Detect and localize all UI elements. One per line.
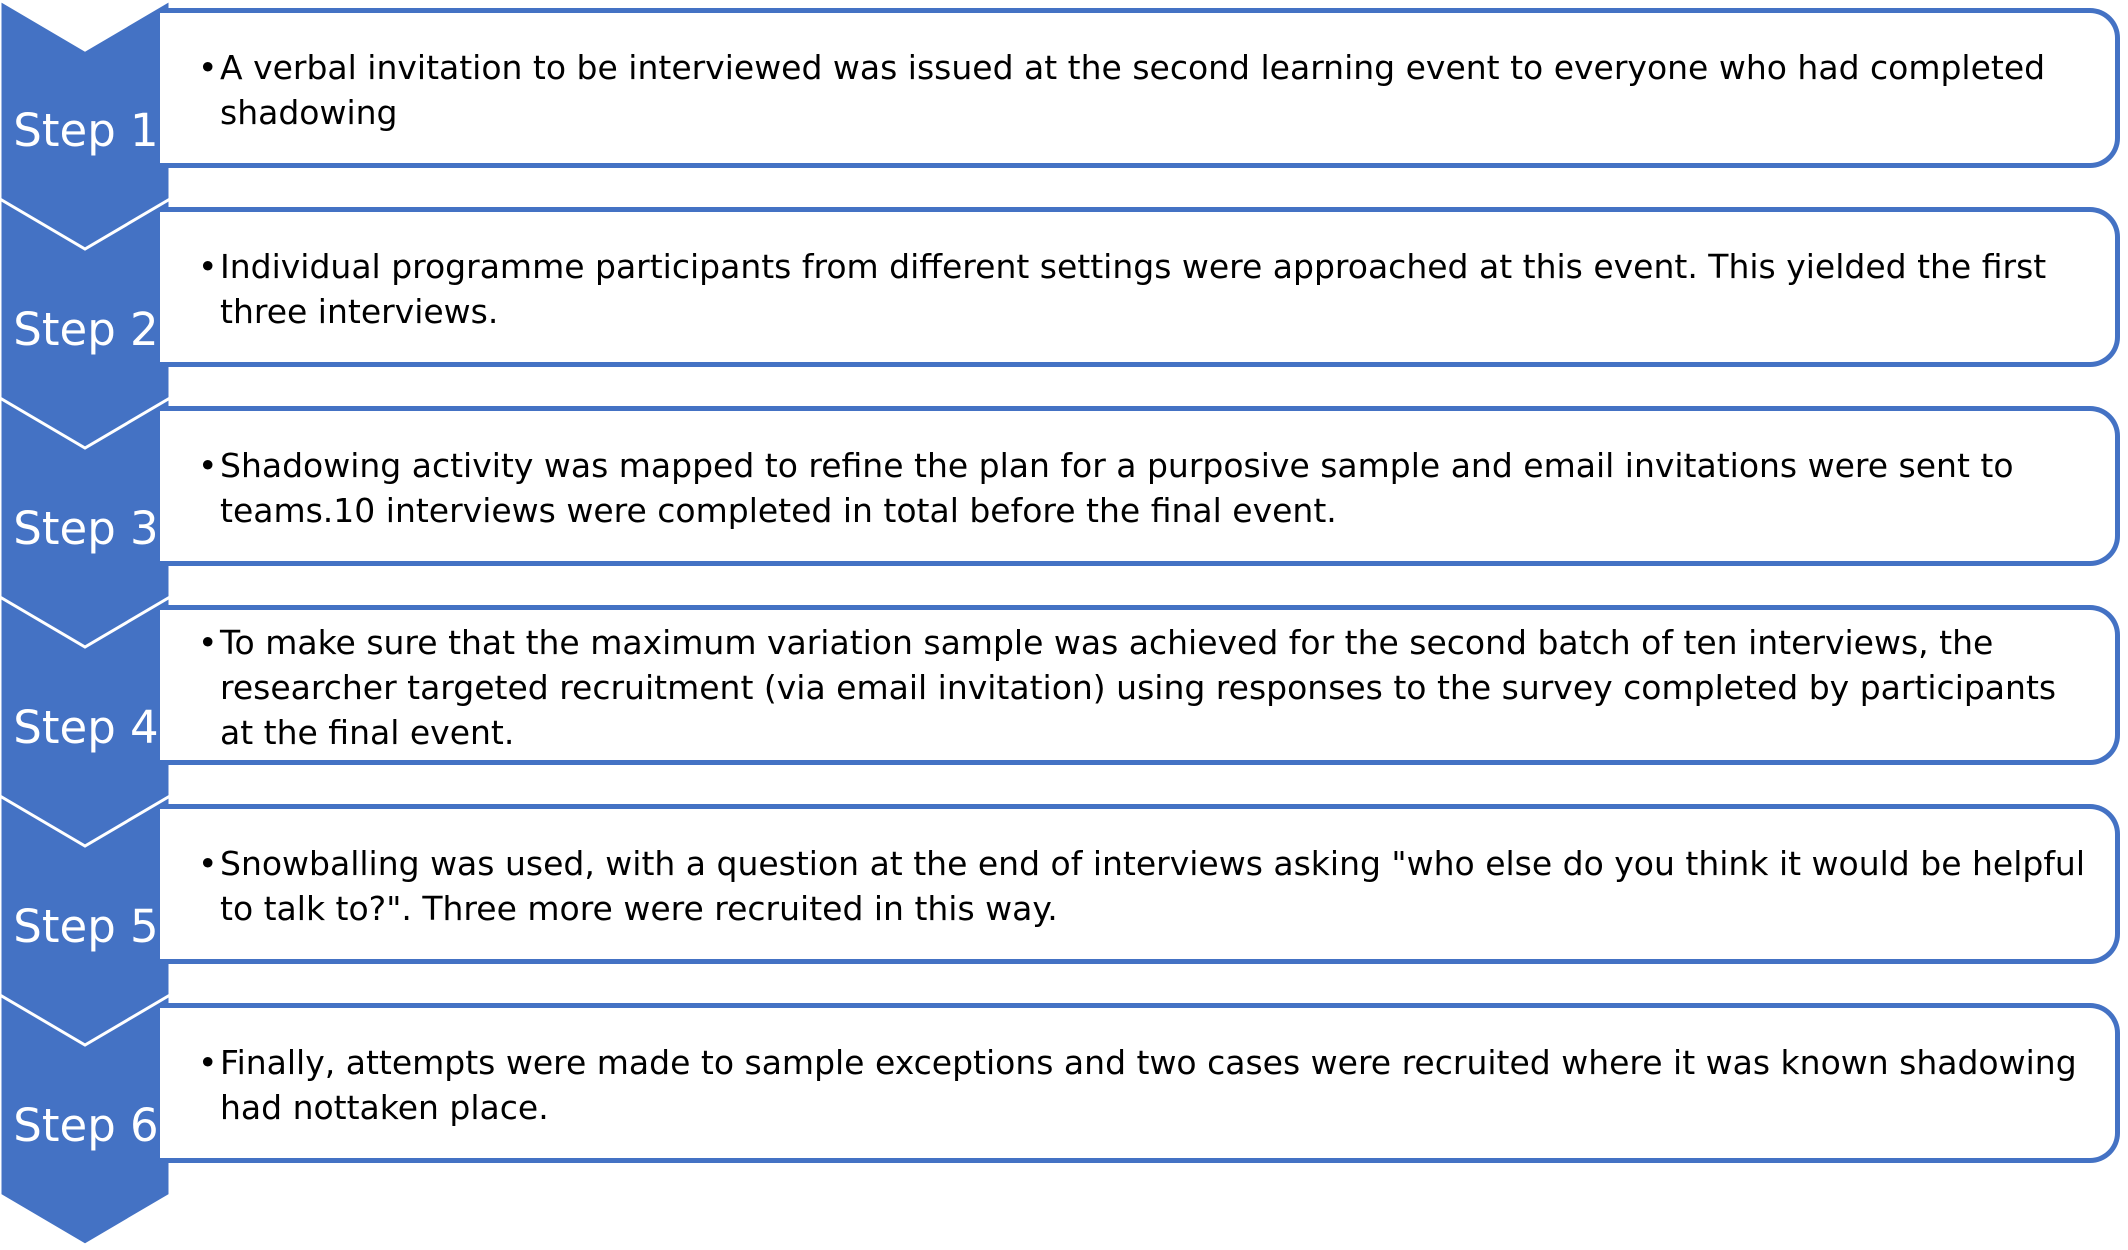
bullet-dot: • <box>198 623 218 662</box>
step-5-box <box>160 804 2120 964</box>
step-6-bullet <box>198 1040 2095 1130</box>
step-3-text: Shadowing activity was mapped to refine the plan for a purposive sample and email invitations were sent to teams.10 interviews were completed in total before the final event. <box>220 446 2014 530</box>
step-1-bullet <box>198 45 2095 135</box>
step-2-bullet <box>198 244 2095 334</box>
step-1-box <box>160 8 2120 168</box>
step-3-box <box>160 406 2120 566</box>
step-5-label: Step 5 <box>13 900 159 953</box>
step-4-label: Step 4 <box>13 701 159 754</box>
step-2-label: Step 2 <box>13 303 159 356</box>
bullet-dot: • <box>198 247 218 286</box>
step-2-text: Individual programme participants from different settings were approached at this event. This yielded the first three interviews. <box>220 247 2047 331</box>
step-5-text: Snowballing was used, with a question at the end of interviews asking "who else do you think it would be helpful to talk to?". Three more were recruited in this way. <box>220 844 2086 928</box>
step-6-text: Finally, attempts were made to sample exceptions and two cases were recruited where it was known shadowing had nottaken place. <box>220 1043 2077 1127</box>
step-2-box <box>160 207 2120 367</box>
step-4-box <box>160 605 2120 765</box>
step-1-text: A verbal invitation to be interviewed was issued at the second learning event to everyone who had completed shadowing <box>220 48 2046 132</box>
step-4-text: To make sure that the maximum variation sample was achieved for the second batch of ten interviews, the researcher targeted recruitment (via email invitation) using responses to the survey completed by participants at the final event. <box>220 623 2057 752</box>
step-6-label: Step 6 <box>13 1099 159 1152</box>
step-3-label: Step 3 <box>13 502 159 555</box>
step-4-bullet <box>198 620 2095 755</box>
bullet-dot: • <box>198 1043 218 1082</box>
bullet-dot: • <box>198 844 218 883</box>
bullet-dot: • <box>198 446 218 485</box>
step-6-box <box>160 1003 2120 1163</box>
step-1-label: Step 1 <box>13 104 159 157</box>
step-3-bullet <box>198 443 2095 533</box>
bullet-dot: • <box>198 48 218 87</box>
step-5-bullet <box>198 841 2095 931</box>
